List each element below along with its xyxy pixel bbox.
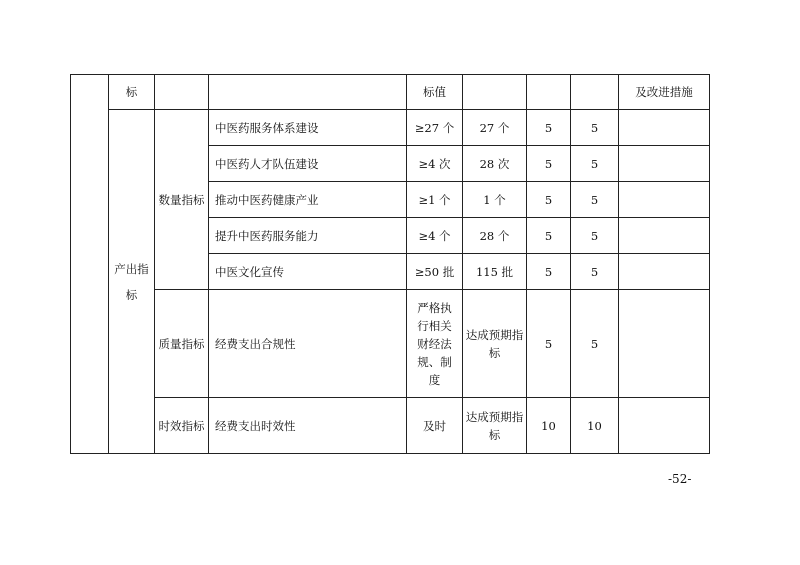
actual-text: 达成预期指标 bbox=[465, 409, 524, 442]
target-cell: ≥1 个 bbox=[407, 182, 463, 218]
indicator-cell: 经费支出时效性 bbox=[209, 398, 407, 454]
measures-cell bbox=[619, 146, 710, 182]
group-quality: 质量指标 bbox=[155, 290, 209, 398]
page-number: -52- bbox=[668, 472, 692, 486]
blank-first-column bbox=[71, 75, 109, 454]
actual-cell: 27 个 bbox=[463, 110, 527, 146]
table-row bbox=[71, 290, 710, 398]
target-cell: ≥4 个 bbox=[407, 218, 463, 254]
measures-cell bbox=[619, 182, 710, 218]
header-cat2: 标 bbox=[109, 75, 155, 110]
measures-cell bbox=[619, 110, 710, 146]
indicator-cell: 中医文化宣传 bbox=[209, 254, 407, 290]
measures-cell bbox=[619, 218, 710, 254]
level1-label: 产出指标 bbox=[114, 261, 149, 302]
indicator-cell: 中医药人才队伍建设 bbox=[209, 146, 407, 182]
score-cell: 5 bbox=[571, 254, 619, 290]
target-cell bbox=[407, 290, 463, 398]
indicator-cell: 提升中医药服务能力 bbox=[209, 218, 407, 254]
measures-cell bbox=[619, 290, 710, 398]
level1-output bbox=[109, 110, 155, 454]
header-empty-7 bbox=[527, 75, 571, 110]
indicator-cell: 中医药服务体系建设 bbox=[209, 110, 407, 146]
target-cell: ≥4 次 bbox=[407, 146, 463, 182]
weight-cell: 5 bbox=[527, 182, 571, 218]
score-cell: 10 bbox=[571, 398, 619, 454]
header-empty-8 bbox=[571, 75, 619, 110]
target-cell: 及时 bbox=[407, 398, 463, 454]
measures-cell bbox=[619, 254, 710, 290]
weight-cell: 5 bbox=[527, 218, 571, 254]
header-row bbox=[71, 75, 710, 110]
indicator-cell: 推动中医药健康产业 bbox=[209, 182, 407, 218]
weight-cell: 5 bbox=[527, 110, 571, 146]
indicator-cell: 经费支出合规性 bbox=[209, 290, 407, 398]
actual-cell: 1 个 bbox=[463, 182, 527, 218]
actual-cell: 28 次 bbox=[463, 146, 527, 182]
group-quantity: 数量指标 bbox=[155, 110, 209, 290]
header-empty-3 bbox=[155, 75, 209, 110]
group-timeliness: 时效指标 bbox=[155, 398, 209, 454]
target-text: 严格执行相关财经法规、制度 bbox=[417, 300, 452, 387]
score-cell: 5 bbox=[571, 182, 619, 218]
score-cell: 5 bbox=[571, 218, 619, 254]
target-cell: ≥27 个 bbox=[407, 110, 463, 146]
target-cell: ≥50 批 bbox=[407, 254, 463, 290]
header-measures: 及改进措施 bbox=[619, 75, 710, 110]
weight-cell: 10 bbox=[527, 398, 571, 454]
actual-cell: 115 批 bbox=[463, 254, 527, 290]
table-row bbox=[71, 110, 710, 146]
performance-table bbox=[70, 74, 710, 454]
weight-cell: 5 bbox=[527, 254, 571, 290]
measures-cell bbox=[619, 398, 710, 454]
weight-cell: 5 bbox=[527, 290, 571, 398]
header-target: 标值 bbox=[407, 75, 463, 110]
score-cell: 5 bbox=[571, 146, 619, 182]
table-row bbox=[71, 398, 710, 454]
header-empty-4 bbox=[209, 75, 407, 110]
actual-cell bbox=[463, 398, 527, 454]
header-empty-6 bbox=[463, 75, 527, 110]
score-cell: 5 bbox=[571, 290, 619, 398]
weight-cell: 5 bbox=[527, 146, 571, 182]
actual-text: 达成预期指标 bbox=[465, 327, 524, 360]
actual-cell: 28 个 bbox=[463, 218, 527, 254]
score-cell: 5 bbox=[571, 110, 619, 146]
actual-cell bbox=[463, 290, 527, 398]
